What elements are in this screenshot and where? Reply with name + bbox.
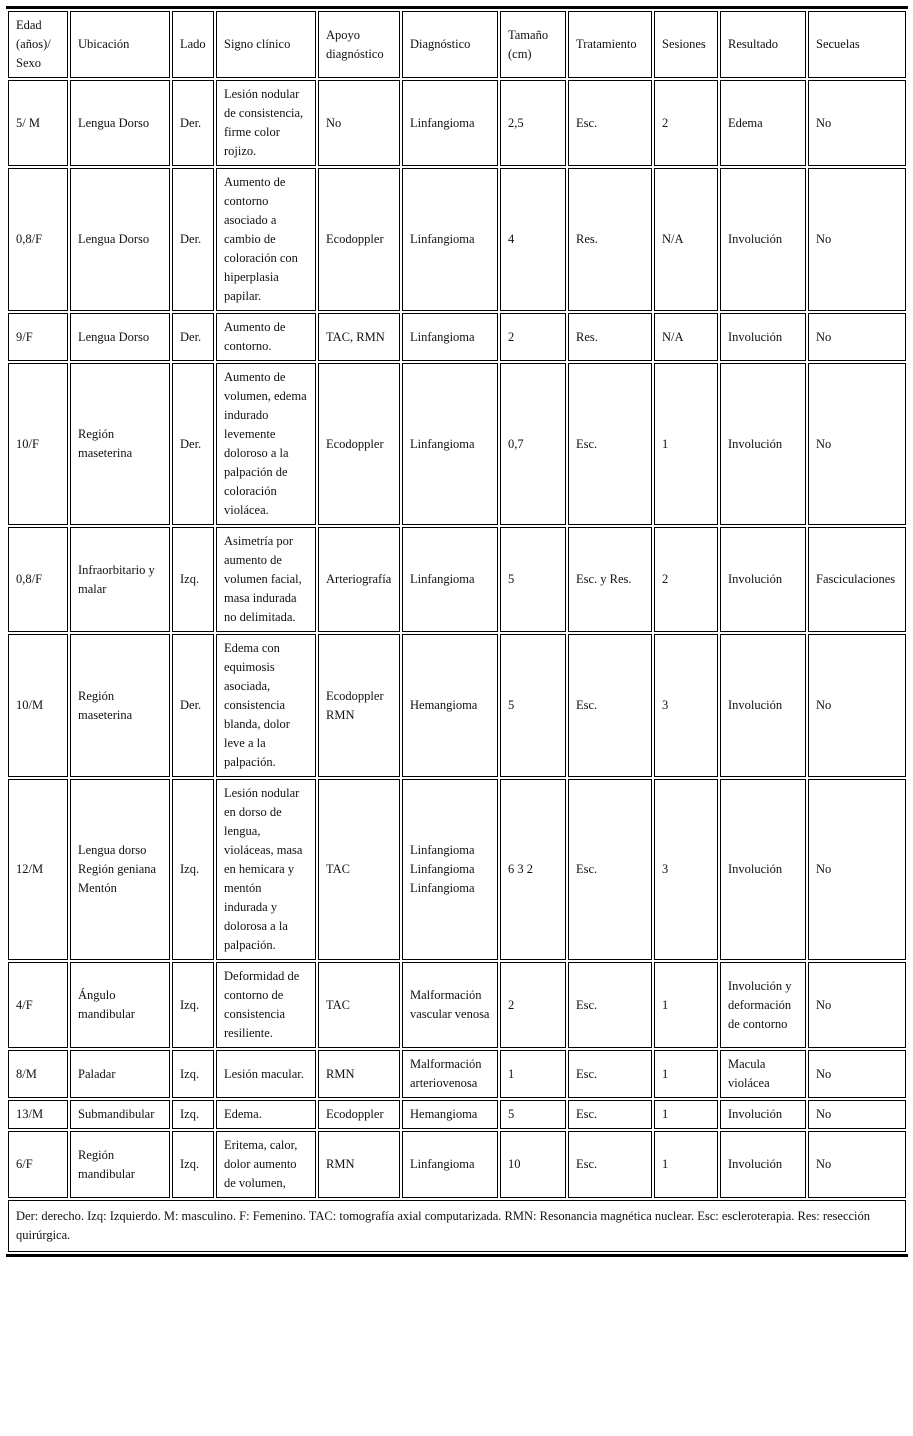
table-cell: Esc. xyxy=(568,1100,652,1129)
table-cell: Submandibular xyxy=(70,1100,170,1129)
table-cell: 10/M xyxy=(8,634,68,777)
table-cell: Involución xyxy=(720,313,806,361)
header-cell: Resultado xyxy=(720,11,806,78)
header-cell: Edad (años)/ Sexo xyxy=(8,11,68,78)
table-cell: Linfangioma xyxy=(402,527,498,632)
header-cell: Tratamiento xyxy=(568,11,652,78)
table-cell: Izq. xyxy=(172,1131,214,1198)
table-cell: 5 xyxy=(500,634,566,777)
table-cell: 1 xyxy=(654,1131,718,1198)
table-cell: Aumento de contorno. xyxy=(216,313,316,361)
table-cell: Región mandibular xyxy=(70,1131,170,1198)
table-cell: Deformidad de contorno de consistencia resiliente. xyxy=(216,962,316,1048)
table-cell: Involución xyxy=(720,527,806,632)
table-cell: Hemangioma xyxy=(402,634,498,777)
table-cell: Linfangioma xyxy=(402,1131,498,1198)
table-cell: Der. xyxy=(172,168,214,311)
header-cell: Tamaño (cm) xyxy=(500,11,566,78)
table-cell: Lengua dorso Región geniana Mentón xyxy=(70,779,170,960)
table-cell: 10 xyxy=(500,1131,566,1198)
table-cell: 10/F xyxy=(8,363,68,525)
table-cell: Región maseterina xyxy=(70,363,170,525)
table-cell: 3 xyxy=(654,779,718,960)
table-cell: Involución xyxy=(720,363,806,525)
table-cell: RMN xyxy=(318,1131,400,1198)
table-cell: Involución xyxy=(720,168,806,311)
table-cell: 2 xyxy=(654,527,718,632)
table-cell: Esc. xyxy=(568,1131,652,1198)
header-cell: Secuelas xyxy=(808,11,906,78)
table-cell: Ecodoppler RMN xyxy=(318,634,400,777)
table-row xyxy=(8,313,906,361)
table-cell: Aumento de volumen, edema indurado levemente doloroso a la palpación de coloración violácea. xyxy=(216,363,316,525)
table-cell: Malformación arteriovenosa xyxy=(402,1050,498,1098)
table-cell: Involución y deformación de contorno xyxy=(720,962,806,1048)
table-cell: Eritema, calor, dolor aumento de volumen, xyxy=(216,1131,316,1198)
footnote: Der: derecho. Izq: Izquierdo. M: masculino. F: Femenino. TAC: tomografía axial computarizada. RMN: Resonancia magnética nuclear. Esc: escleroterapia. Res: resección quirúrgica. xyxy=(8,1200,906,1252)
table-cell: Esc. xyxy=(568,80,652,166)
table-cell: Esc. xyxy=(568,634,652,777)
table-cell: Lesión macular. xyxy=(216,1050,316,1098)
table-cell: RMN xyxy=(318,1050,400,1098)
table-cell: Paladar xyxy=(70,1050,170,1098)
table-body xyxy=(8,80,906,1198)
table-cell: Involución xyxy=(720,1131,806,1198)
table-cell: Der. xyxy=(172,80,214,166)
header-cell: Sesiones xyxy=(654,11,718,78)
table-cell: 13/M xyxy=(8,1100,68,1129)
table-cell: Malformación vascular venosa xyxy=(402,962,498,1048)
table-cell: 8/M xyxy=(8,1050,68,1098)
table-cell: 1 xyxy=(654,1050,718,1098)
footnote-row xyxy=(8,1200,906,1252)
table-cell: 5 xyxy=(500,527,566,632)
table-cell: No xyxy=(808,779,906,960)
table-cell: Esc. xyxy=(568,962,652,1048)
table-cell: Arteriografía xyxy=(318,527,400,632)
table-cell: TAC xyxy=(318,962,400,1048)
table-cell: Edema con equimosis asociada, consistencia blanda, dolor leve a la palpación. xyxy=(216,634,316,777)
table-cell: Lengua Dorso xyxy=(70,313,170,361)
table-cell: No xyxy=(808,313,906,361)
table-cell: Ángulo mandibular xyxy=(70,962,170,1048)
table-cell: Res. xyxy=(568,168,652,311)
table-cell: 1 xyxy=(654,962,718,1048)
table-cell: 6 3 2 xyxy=(500,779,566,960)
table-cell: 0,8/F xyxy=(8,168,68,311)
table-cell: 0,7 xyxy=(500,363,566,525)
table-cell: Linfangioma xyxy=(402,313,498,361)
table-row xyxy=(8,779,906,960)
table-cell: Linfangioma Linfangioma Linfangioma xyxy=(402,779,498,960)
table-cell: Asimetría por aumento de volumen facial, masa indurada no delimitada. xyxy=(216,527,316,632)
table-container xyxy=(6,6,906,1257)
table-cell: Izq. xyxy=(172,1100,214,1129)
table-cell: 2,5 xyxy=(500,80,566,166)
table-row xyxy=(8,80,906,166)
table-row xyxy=(8,1131,906,1198)
table-cell: 2 xyxy=(654,80,718,166)
table-cell: No xyxy=(808,80,906,166)
header-cell: Ubicación xyxy=(70,11,170,78)
table-cell: No xyxy=(808,1100,906,1129)
table-cell: Res. xyxy=(568,313,652,361)
table-cell: No xyxy=(808,634,906,777)
table-cell: 5 xyxy=(500,1100,566,1129)
table-cell: 1 xyxy=(654,1100,718,1129)
table-cell: 9/F xyxy=(8,313,68,361)
table-row xyxy=(8,634,906,777)
table-cell: No xyxy=(808,168,906,311)
table-row xyxy=(8,962,906,1048)
table-cell: 1 xyxy=(500,1050,566,1098)
table-cell: Der. xyxy=(172,313,214,361)
case-table xyxy=(6,6,908,1257)
header-cell: Lado xyxy=(172,11,214,78)
table-cell: 3 xyxy=(654,634,718,777)
table-cell: 6/F xyxy=(8,1131,68,1198)
table-cell: Involución xyxy=(720,1100,806,1129)
table-cell: N/A xyxy=(654,313,718,361)
table-cell: Macula violácea xyxy=(720,1050,806,1098)
table-cell: Linfangioma xyxy=(402,168,498,311)
table-cell: Lengua Dorso xyxy=(70,168,170,311)
table-row xyxy=(8,363,906,525)
table-cell: Ecodoppler xyxy=(318,363,400,525)
table-cell: 5/ M xyxy=(8,80,68,166)
table-cell: No xyxy=(808,363,906,525)
table-cell: TAC, RMN xyxy=(318,313,400,361)
table-cell: 2 xyxy=(500,313,566,361)
table-cell: Izq. xyxy=(172,527,214,632)
table-cell: 1 xyxy=(654,363,718,525)
table-cell: 4 xyxy=(500,168,566,311)
table-cell: Der. xyxy=(172,363,214,525)
table-cell: TAC xyxy=(318,779,400,960)
table-row xyxy=(8,527,906,632)
table-cell: Lesión nodular en dorso de lengua, violáceas, masa en hemicara y mentón indurada y dolorosa a la palpación. xyxy=(216,779,316,960)
table-cell: 2 xyxy=(500,962,566,1048)
table-cell: Lengua Dorso xyxy=(70,80,170,166)
table-cell: Involución xyxy=(720,779,806,960)
table-cell: Izq. xyxy=(172,1050,214,1098)
header-cell: Signo clínico xyxy=(216,11,316,78)
table-cell: Der. xyxy=(172,634,214,777)
table-cell: No xyxy=(318,80,400,166)
table-cell: Izq. xyxy=(172,779,214,960)
table-cell: Ecodoppler xyxy=(318,168,400,311)
table-cell: Ecodoppler xyxy=(318,1100,400,1129)
header-cell: Apoyo diagnóstico xyxy=(318,11,400,78)
header-cell: Diagnóstico xyxy=(402,11,498,78)
table-cell: Lesión nodular de consistencia, firme color rojizo. xyxy=(216,80,316,166)
header-row xyxy=(8,11,906,78)
table-cell: Esc. xyxy=(568,1050,652,1098)
table-cell: No xyxy=(808,1131,906,1198)
table-cell: Aumento de contorno asociado a cambio de coloración con hiperplasia papilar. xyxy=(216,168,316,311)
table-cell: 0,8/F xyxy=(8,527,68,632)
table-cell: Fasciculaciones xyxy=(808,527,906,632)
table-cell: Esc. xyxy=(568,779,652,960)
table-cell: 4/F xyxy=(8,962,68,1048)
table-row xyxy=(8,168,906,311)
table-cell: Edema. xyxy=(216,1100,316,1129)
table-row xyxy=(8,1050,906,1098)
table-cell: Esc. y Res. xyxy=(568,527,652,632)
table-cell: Hemangioma xyxy=(402,1100,498,1129)
table-row xyxy=(8,1100,906,1129)
table-cell: Izq. xyxy=(172,962,214,1048)
table-cell: No xyxy=(808,962,906,1048)
table-cell: Involución xyxy=(720,634,806,777)
table-cell: Linfangioma xyxy=(402,80,498,166)
table-cell: Linfangioma xyxy=(402,363,498,525)
table-cell: Infraorbitario y malar xyxy=(70,527,170,632)
table-cell: No xyxy=(808,1050,906,1098)
table-cell: 12/M xyxy=(8,779,68,960)
table-cell: N/A xyxy=(654,168,718,311)
table-cell: Región maseterina xyxy=(70,634,170,777)
table-cell: Edema xyxy=(720,80,806,166)
table-cell: Esc. xyxy=(568,363,652,525)
